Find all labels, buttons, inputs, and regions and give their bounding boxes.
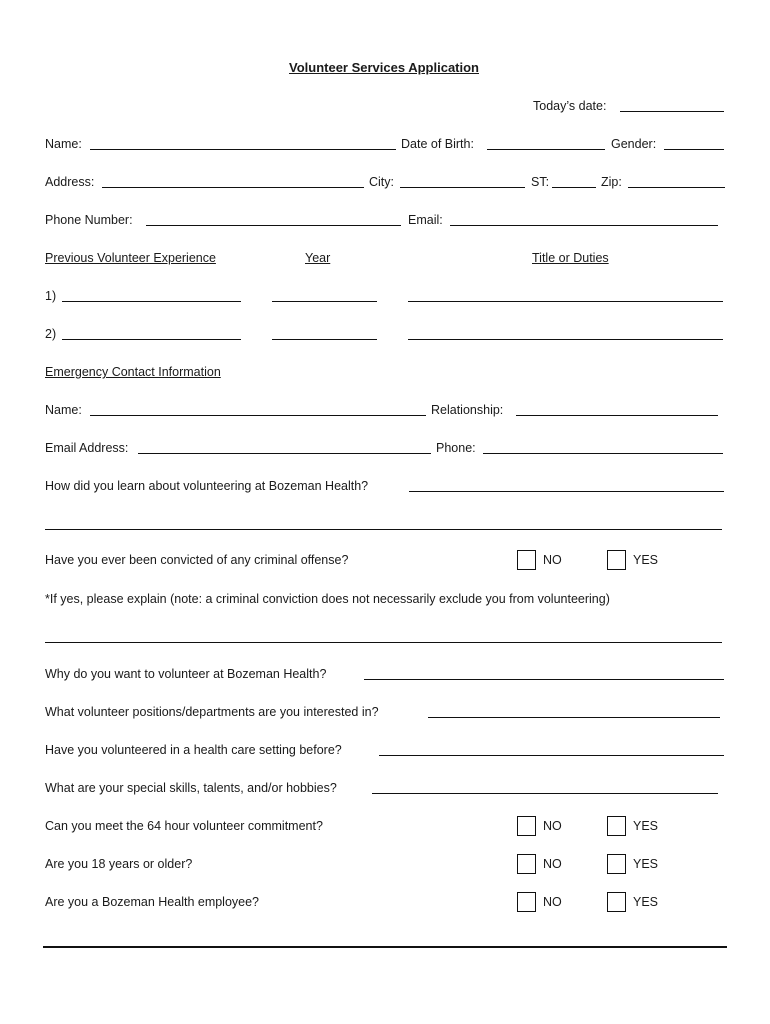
commitment-yes-checkbox[interactable] — [607, 816, 626, 836]
year-1-field[interactable] — [272, 301, 377, 302]
address-field[interactable] — [102, 187, 364, 188]
employee-yes-checkbox[interactable] — [607, 892, 626, 912]
age-yes-label: YES — [633, 857, 659, 871]
skills-question: What are your special skills, talents, and/or hobbies? — [45, 781, 337, 795]
dob-field[interactable] — [487, 149, 605, 150]
section-divider — [43, 946, 727, 948]
emergency-name-label: Name: — [45, 403, 82, 417]
zip-label: Zip: — [601, 175, 622, 189]
learn-question: How did you learn about volunteering at Bozeman Health? — [45, 479, 369, 493]
skills-field[interactable] — [372, 793, 718, 794]
dob-label: Date of Birth: — [401, 137, 474, 151]
city-field[interactable] — [400, 187, 525, 188]
title-duties-2-field[interactable] — [408, 339, 723, 340]
gender-field[interactable] — [664, 149, 724, 150]
positions-question: What volunteer positions/departments are you interested in? — [45, 705, 379, 719]
explain-note: *If yes, please explain (note: a criminal conviction does not necessarily exclude you from volunteering) — [45, 592, 610, 606]
employee-no-checkbox[interactable] — [517, 892, 536, 912]
name-field[interactable] — [90, 149, 396, 150]
emergency-name-field[interactable] — [90, 415, 426, 416]
city-label: City: — [369, 175, 394, 189]
year-2-field[interactable] — [272, 339, 377, 340]
health-care-question: Have you volunteered in a health care setting before? — [45, 743, 342, 757]
commitment-question: Can you meet the 64 hour volunteer commitment? — [45, 819, 323, 833]
why-field[interactable] — [364, 679, 724, 680]
email-label: Email: — [408, 213, 443, 227]
zip-field[interactable] — [628, 187, 725, 188]
positions-field[interactable] — [428, 717, 720, 718]
convicted-question: Have you ever been convicted of any criminal offense? — [45, 553, 349, 567]
emergency-phone-field[interactable] — [483, 453, 723, 454]
emergency-email-label: Email Address: — [45, 441, 129, 455]
todays-date-field[interactable] — [620, 111, 724, 112]
convicted-yes-checkbox[interactable] — [607, 550, 626, 570]
relationship-field[interactable] — [516, 415, 718, 416]
name-label: Name: — [45, 137, 82, 151]
form-title: Volunteer Services Application — [289, 60, 479, 75]
age-no-checkbox[interactable] — [517, 854, 536, 874]
age-yes-checkbox[interactable] — [607, 854, 626, 874]
convicted-no-label: NO — [543, 553, 562, 567]
experience-row-2-label: 2) — [45, 327, 57, 341]
convicted-yes-label: YES — [633, 553, 659, 567]
commitment-no-label: NO — [543, 819, 562, 833]
age-question: Are you 18 years or older? — [45, 857, 193, 871]
employee-no-label: NO — [543, 895, 562, 909]
title-duties-1-field[interactable] — [408, 301, 723, 302]
email-field[interactable] — [450, 225, 718, 226]
state-field[interactable] — [552, 187, 596, 188]
address-label: Address: — [45, 175, 95, 189]
experience-header: Previous Volunteer Experience — [45, 251, 216, 265]
commitment-yes-label: YES — [633, 819, 659, 833]
age-no-label: NO — [543, 857, 562, 871]
experience-1-field[interactable] — [62, 301, 241, 302]
employee-yes-label: YES — [633, 895, 659, 909]
convicted-no-checkbox[interactable] — [517, 550, 536, 570]
explain-field[interactable] — [45, 642, 722, 643]
title-duties-header: Title or Duties — [532, 251, 609, 265]
todays-date-label: Today’s date: — [533, 99, 607, 113]
gender-label: Gender: — [611, 137, 657, 151]
why-question: Why do you want to volunteer at Bozeman Health? — [45, 667, 327, 681]
phone-number-label: Phone Number: — [45, 213, 133, 227]
employee-question: Are you a Bozeman Health employee? — [45, 895, 260, 909]
year-header: Year — [305, 251, 331, 265]
commitment-no-checkbox[interactable] — [517, 816, 536, 836]
health-care-field[interactable] — [379, 755, 724, 756]
experience-row-1-label: 1) — [45, 289, 57, 303]
emergency-phone-label: Phone: — [436, 441, 476, 455]
learn-field[interactable] — [409, 491, 724, 492]
emergency-email-field[interactable] — [138, 453, 431, 454]
learn-field-continued[interactable] — [45, 529, 722, 530]
emergency-header: Emergency Contact Information — [45, 365, 221, 379]
phone-number-field[interactable] — [146, 225, 401, 226]
relationship-label: Relationship: — [431, 403, 504, 417]
experience-2-field[interactable] — [62, 339, 241, 340]
state-label: ST: — [531, 175, 550, 189]
